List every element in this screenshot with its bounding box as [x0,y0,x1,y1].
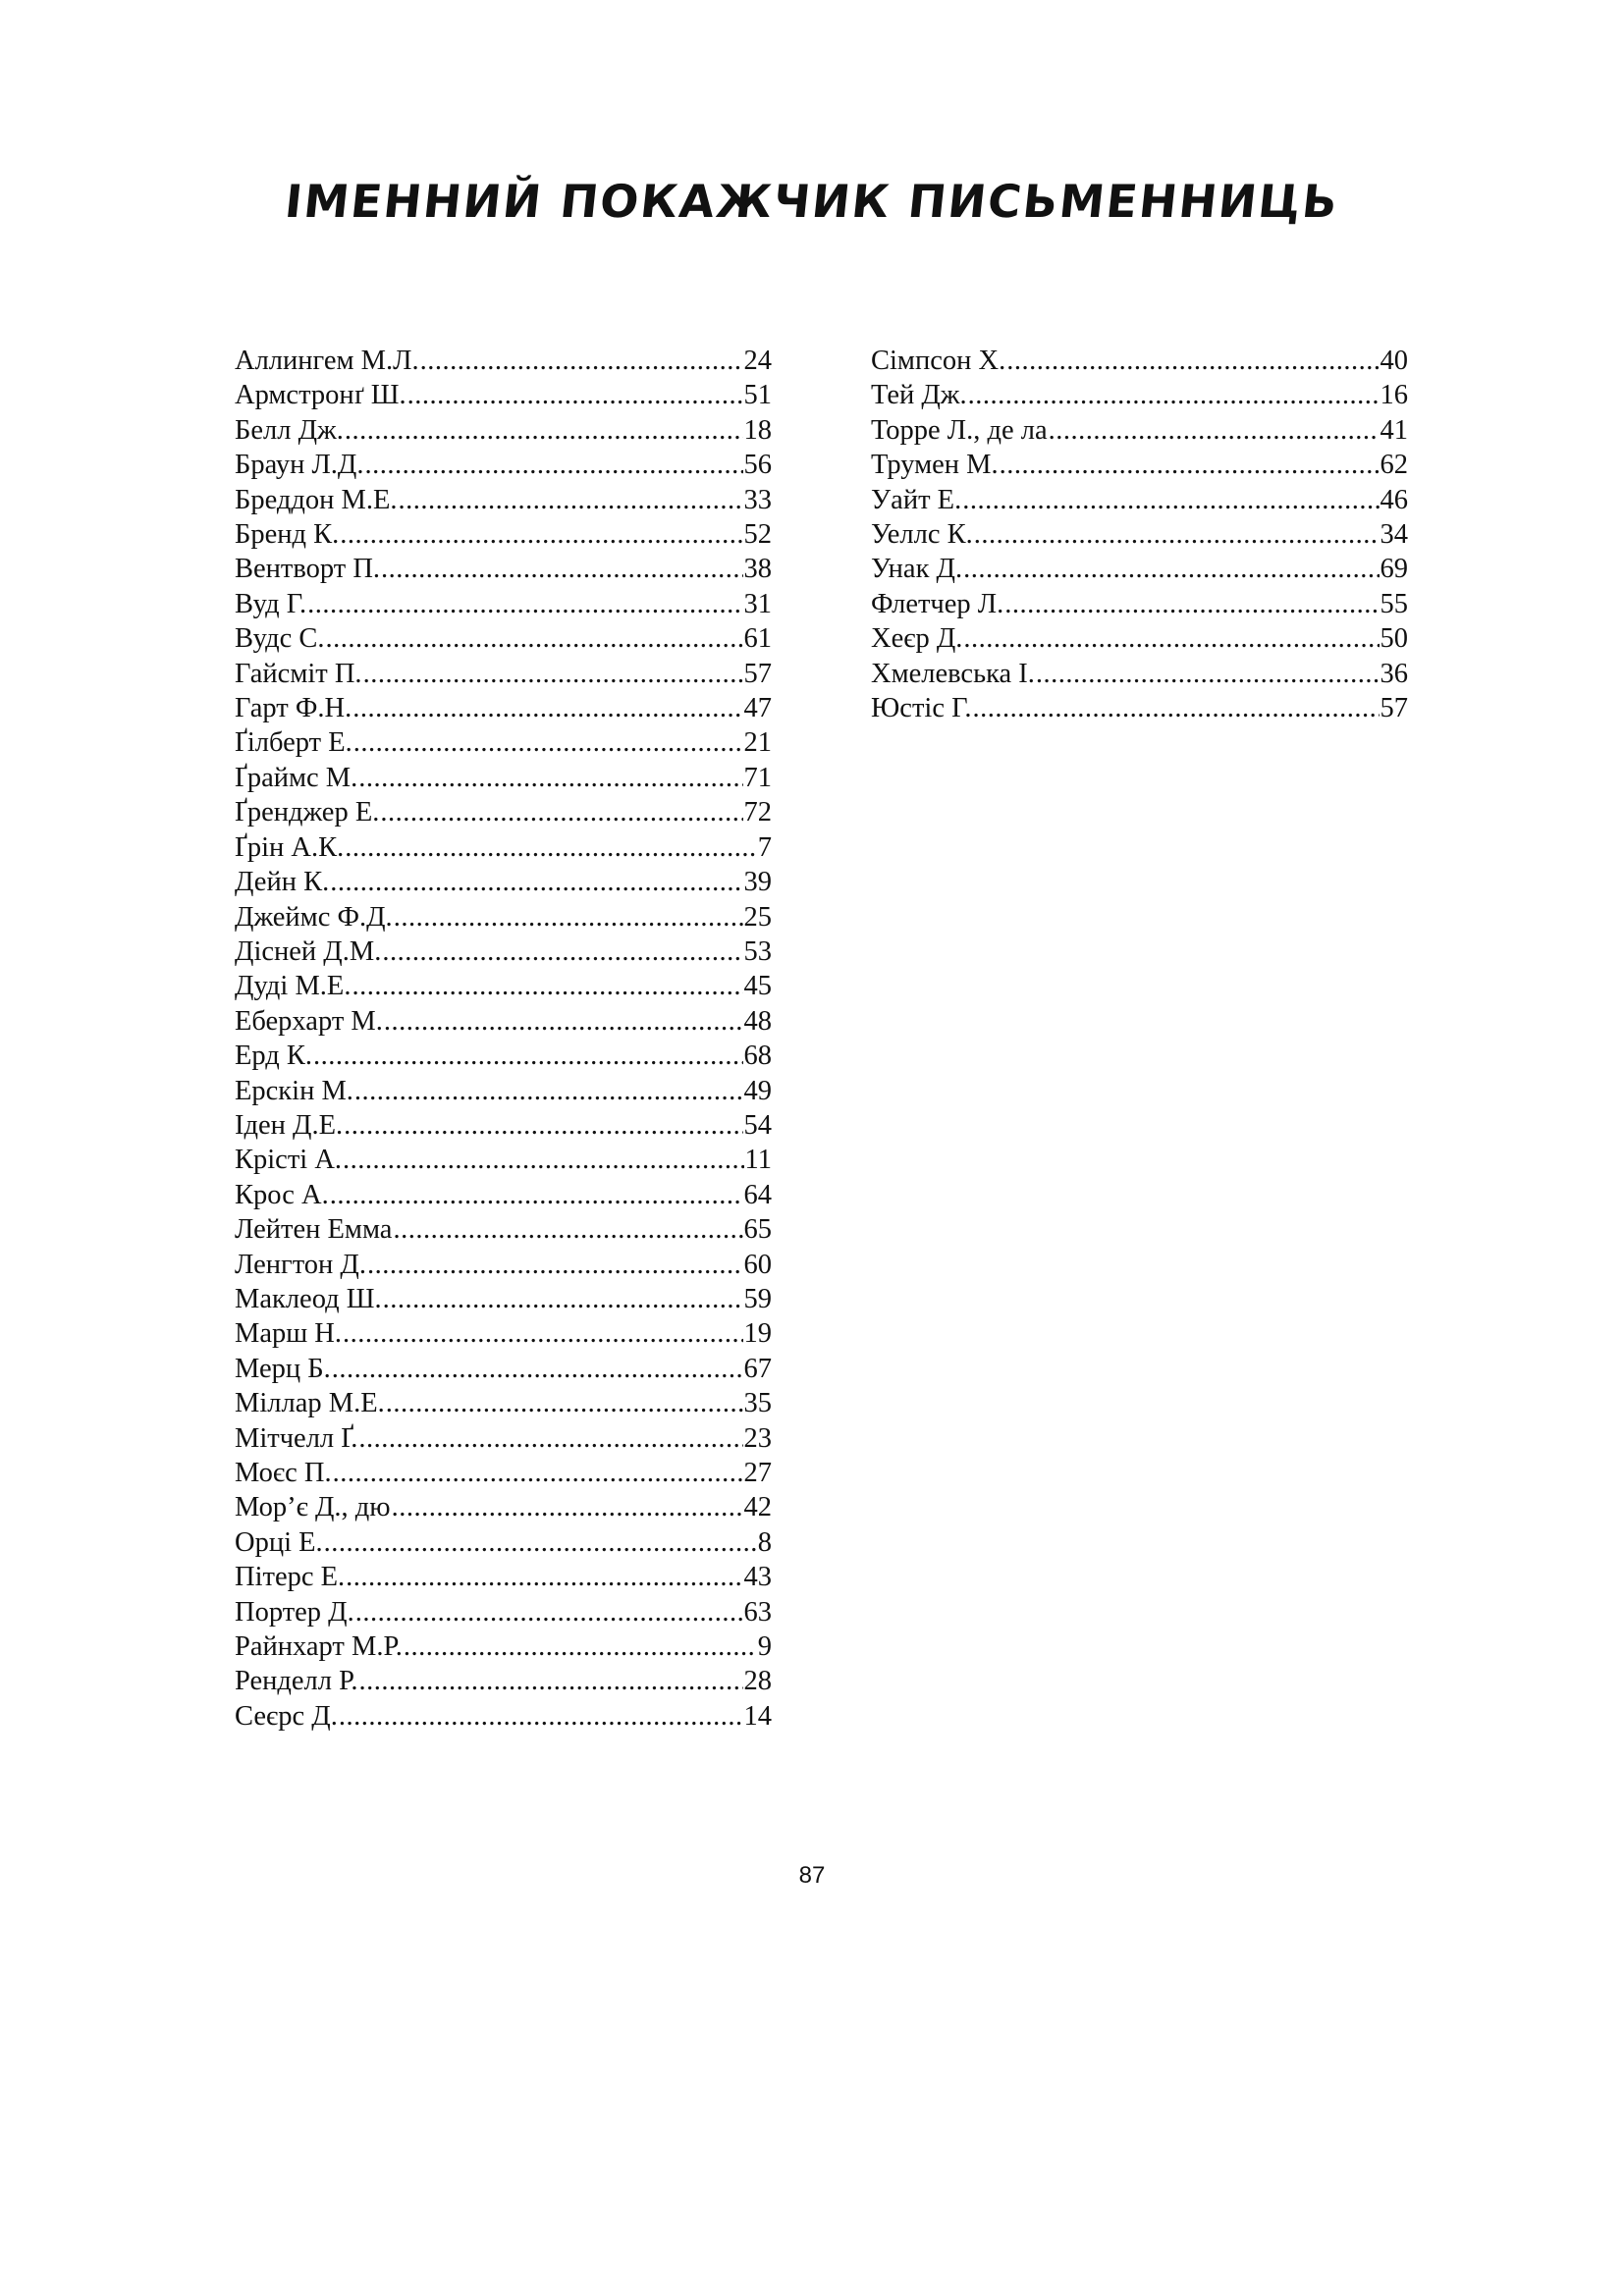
index-entry [871,378,1408,412]
page-reference: 33 [743,484,772,515]
page-reference: 21 [743,727,772,759]
dot-leader [346,1560,742,1594]
page-reference: 54 [743,1109,772,1141]
index-entry [235,483,772,517]
page-reference: 35 [743,1388,772,1419]
author-name: Тей Дж. [871,380,967,411]
dot-leader [344,1108,742,1143]
index-entry [235,1248,772,1282]
index-entry [235,1664,772,1698]
index-entry [235,378,772,412]
dot-leader [345,830,757,865]
dot-leader [313,1039,742,1073]
index-entry [235,1490,772,1524]
author-name: Дісней Д.М. [235,935,382,967]
page-reference: 68 [743,1041,772,1072]
author-name: Крос А. [235,1179,329,1210]
page-reference: 71 [743,762,772,793]
page-reference: 41 [1380,414,1408,446]
page-reference: 27 [743,1458,772,1488]
author-name: Ґілберт Е. [235,727,352,759]
page-reference: 69 [1380,554,1408,585]
dot-leader [1006,344,1379,378]
page-reference: 72 [743,797,772,828]
author-name: Хмелевська І. [871,658,1035,689]
index-entry [871,448,1408,482]
dot-leader [355,1595,743,1629]
index-entry [235,1560,772,1594]
dot-leader [399,483,743,517]
index-entry [235,830,772,865]
author-name: Флетчер Л. [871,588,1004,619]
dot-leader [345,413,743,448]
dot-leader [963,552,1379,586]
index-entry [235,1421,772,1456]
page-reference: 59 [743,1283,772,1314]
dot-leader [363,657,743,691]
author-name: Мор’є Д., дю [235,1492,391,1523]
index-entry [871,413,1408,448]
page-reference: 49 [743,1075,772,1106]
page-reference: 61 [743,623,772,655]
author-name: Мерц Б. [235,1353,331,1384]
author-name: Лейтен Емма [235,1214,393,1246]
page-reference: 63 [743,1596,772,1628]
dot-leader [358,1421,742,1456]
index-entry [235,1212,772,1247]
dot-leader [332,1352,743,1386]
index-entry [871,587,1408,621]
page-reference: 45 [743,971,772,1002]
author-name: Юстіс Г. [871,693,972,724]
dot-leader [407,378,743,412]
page-reference: 62 [1380,450,1408,481]
author-name: Бренд К. [235,519,340,551]
author-name: Ленгтон Д. [235,1249,366,1280]
index-entry [235,1352,772,1386]
author-name: Гарт Ф.Н. [235,693,352,724]
index-column-right [871,344,1408,725]
dot-leader [392,1490,743,1524]
index-entry [871,552,1408,586]
dot-leader [352,969,742,1003]
index-entry [235,1595,772,1629]
author-name: Ґрін А.К. [235,831,345,863]
page-reference: 19 [743,1318,772,1350]
page-reference: 65 [743,1214,772,1246]
author-name: Міллар М.Е. [235,1388,385,1419]
page-reference: 38 [743,554,772,585]
dot-leader [330,865,742,899]
page-reference: 9 [757,1631,772,1663]
page-reference: 31 [743,588,772,619]
index-entry [235,517,772,552]
index-entry [235,969,772,1003]
page-reference: 8 [757,1526,772,1558]
author-name: Пітерс Е. [235,1562,346,1593]
dot-leader [354,1074,743,1108]
dot-leader [386,1386,743,1420]
dot-leader [404,1629,757,1664]
author-name: Марш Н. [235,1318,343,1350]
author-name: Армстронґ Ш. [235,380,406,411]
author-name: Орці Е. [235,1526,323,1558]
index-entry [871,691,1408,725]
dot-leader [324,1525,757,1560]
author-name: Белл Дж. [235,414,344,446]
author-name: Портер Д. [235,1596,354,1628]
dot-leader [307,587,742,621]
author-name: Гайсміт П. [235,658,362,689]
author-name: Вуд Г. [235,588,307,619]
index-entry [235,1039,772,1073]
dot-leader [380,795,742,829]
index-entry [235,552,772,586]
dot-leader [333,1456,743,1490]
page-reference: 24 [743,346,772,376]
page-reference: 43 [743,1562,772,1593]
author-name: Браун Л.Д. [235,450,364,481]
index-entry [235,344,772,378]
page-reference: 51 [743,380,772,411]
index-entry [235,1108,772,1143]
author-name: Трумен М. [871,450,999,481]
page-reference: 60 [743,1249,772,1280]
dot-leader [364,448,742,482]
dot-leader [420,344,743,378]
page-reference: 56 [743,450,772,481]
page-reference: 16 [1380,380,1408,411]
author-name: Сеєрс Д. [235,1700,338,1732]
author-name: Бреддон М.Е. [235,484,398,515]
dot-leader [359,1664,743,1698]
index-entry [235,1386,772,1420]
dot-leader [339,1699,743,1734]
page-number: 87 [798,1862,826,1889]
dot-leader [384,1004,743,1039]
index-entry [235,1178,772,1212]
page-reference: 53 [743,935,772,967]
author-name: Джеймс Ф.Д. [235,901,393,933]
index-entry [235,1316,772,1351]
page-reference: 55 [1380,588,1408,619]
dot-leader [963,621,1379,656]
index-entry [235,1143,772,1177]
dot-leader [1049,413,1380,448]
index-entry [235,448,772,482]
index-entry [235,934,772,969]
dot-leader [394,900,743,934]
author-name: Ренделл Р. [235,1666,358,1697]
page-reference: 14 [743,1700,772,1732]
index-entry [235,1699,772,1734]
index-entry [871,621,1408,656]
page-reference: 52 [743,519,772,551]
index-entry [235,1282,772,1316]
dot-leader [972,691,1379,725]
index-entry [235,1629,772,1664]
index-entry [235,413,772,448]
page-reference: 57 [1380,693,1408,724]
index-entry [235,761,772,795]
dot-leader [1004,587,1379,621]
dot-leader [382,934,742,969]
dot-leader [353,725,743,760]
dot-leader [968,378,1380,412]
index-entry [235,725,772,760]
page-reference: 23 [743,1422,772,1454]
index-entry [235,691,772,725]
page-reference: 40 [1380,346,1408,376]
dot-leader [343,1316,742,1351]
author-name: Дейн К. [235,867,330,898]
dot-leader [962,483,1379,517]
author-name: Уеллс К. [871,519,973,551]
index-entry [871,657,1408,691]
dot-leader [326,621,743,656]
author-name: Іден Д.Е. [235,1109,344,1141]
author-name: Сімпсон Х. [871,346,1006,376]
author-name: Хеєр Д. [871,623,963,655]
dot-leader [381,552,742,586]
dot-leader [340,517,742,552]
author-name: Ерскін М. [235,1075,353,1106]
page-reference: 18 [743,414,772,446]
dot-leader [393,1212,742,1247]
index-entry [235,1456,772,1490]
index-entry [235,587,772,621]
dot-leader [343,1143,744,1177]
page-reference: 34 [1380,519,1408,551]
page-reference: 7 [757,831,772,863]
page-reference: 28 [743,1666,772,1697]
page-title: ІМЕННИЙ ПОКАЖЧИК ПИСЬМЕННИЦЬ [282,175,1342,228]
page-reference: 46 [1380,484,1408,515]
dot-leader [1000,448,1380,482]
page-reference: 64 [743,1179,772,1210]
index-entry [235,795,772,829]
index-entry [235,1004,772,1039]
dot-leader [1036,657,1380,691]
author-name: Ґренджер Е. [235,797,380,828]
index-entry [235,657,772,691]
author-name: Еберхарт М. [235,1005,383,1037]
page-reference: 48 [743,1005,772,1037]
index-entry [235,1074,772,1108]
index-entry [871,517,1408,552]
index-entry [235,1525,772,1560]
author-name: Вудс С. [235,623,325,655]
author-name: Аллингем М.Л. [235,346,419,376]
index-entry [235,900,772,934]
dot-leader [352,691,742,725]
dot-leader [974,517,1380,552]
author-name: Унак Д. [871,554,963,585]
page-reference: 50 [1380,623,1408,655]
author-name: Ґраймс М. [235,762,358,793]
dot-leader [383,1282,743,1316]
author-name: Мітчелл Ґ. [235,1422,358,1454]
author-name: Торре Л., де ла [871,414,1048,446]
page-reference: 25 [743,901,772,933]
author-name: Моєс П. [235,1458,332,1488]
page-reference: 39 [743,867,772,898]
page-reference: 57 [743,658,772,689]
author-name: Дуді М.Е. [235,971,352,1002]
author-name: Ерд К. [235,1041,313,1072]
dot-leader [358,761,742,795]
page-reference: 11 [744,1145,772,1176]
author-name: Вентворт П. [235,554,381,585]
author-name: Уайт Е. [871,484,962,515]
index-entry [871,344,1408,378]
author-name: Райнхарт М.Р. [235,1631,403,1663]
page-reference: 47 [743,693,772,724]
author-name: Маклеод Ш. [235,1283,382,1314]
index-column-left [235,344,772,1734]
index-entry [235,865,772,899]
author-name: Крісті А. [235,1145,343,1176]
dot-leader [330,1178,743,1212]
page-reference: 36 [1380,658,1408,689]
dot-leader [367,1248,743,1282]
index-entry [871,483,1408,517]
page-reference: 42 [743,1492,772,1523]
page-reference: 67 [743,1353,772,1384]
index-entry [235,621,772,656]
